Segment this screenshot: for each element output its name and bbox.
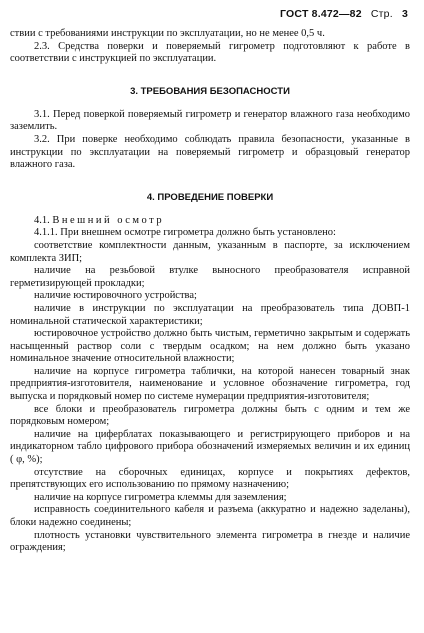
- list-item: наличие на корпусе гигрометра таблички, на которой нанесен товарный знак предприятия-изготовителя, наименование и условное обозначение гигрометра, год выпуска и порядковый номер по системе нумерации предприятия-изготовителя;: [10, 365, 410, 403]
- page-label: Стр.: [370, 8, 393, 20]
- list-item: исправность соединительного кабеля и разъема (аккуратно и надежно заделаны), блоки надежно соединены;: [10, 504, 410, 528]
- list-item: наличие на резьбовой втулке выносного преобразователя исправной герметизирующей прокладки;: [10, 265, 410, 289]
- list-item: юстировочное устройство должно быть чистым, герметично закрытым и содержать насыщенный раствор соли с твердым осадком; на нем должно быть указано номинальное значение относительной влажности;: [10, 328, 410, 365]
- paragraph-3-1: 3.1. Перед поверкой поверяемый гигрометр и генератор влажного газа необходимо заземлить.: [10, 108, 410, 133]
- list-item: наличие юстировочного устройства;: [34, 290, 197, 302]
- paragraph-4-1-1: 4.1.1. При внешнем осмотре гигрометра должно быть установлено:: [34, 227, 336, 239]
- list-item: отсутствие на сборочных единицах, корпусе и покрытиях дефектов, препятствующих его использованию по прямому назначению;: [10, 466, 410, 491]
- paragraph-continuation: ствии с требованиями инструкции по эксплуатации, но не менее 0,5 ч.: [10, 28, 325, 39]
- list-item: наличие в инструкции по эксплуатации на преобразователь типа ДОВП-1 номинальной статической характеристики;: [10, 302, 410, 327]
- list-item: все блоки и преобразователь гигрометра должны быть с одним и тем же порядковым номером;: [10, 403, 410, 428]
- page-number: 3: [401, 8, 408, 20]
- paragraph-3-2: 3.2. При поверке необходимо соблюдать правила безопасности, указанные в инструкции по эксплуатации на поверяемый гигрометр и образцовый генератор влажного газа.: [10, 133, 410, 171]
- standard-number: ГОСТ 8.472—82: [280, 8, 362, 20]
- subsection-4-1-title: Внешний осмотр: [52, 214, 165, 226]
- subsection-4-1-number: 4.1.: [34, 214, 50, 226]
- document-body: [10, 28, 410, 555]
- list-item: плотность установки чувствительного элемента гигрометра в гнезде и наличие ограждения;: [10, 529, 410, 554]
- section-3-title: 3. ТРЕБОВАНИЯ БЕЗОПАСНОСТИ: [130, 85, 290, 97]
- list-item: соответствие комплектности данным, указанным в паспорте, за исключением комплекта ЗИП;: [10, 239, 410, 264]
- page-header: [280, 8, 408, 20]
- section-4-title: 4. ПРОВЕДЕНИЕ ПОВЕРКИ: [146, 191, 274, 203]
- subsection-4-1-heading: [10, 215, 410, 228]
- list-item: наличие на корпусе гигрометра клеммы для заземления;: [34, 491, 287, 503]
- paragraph-2-3: 2.3. Средства поверки и поверяемый гигрометр подготовляют к работе в соответствии с инструкцией по эксплуатации.: [10, 40, 410, 65]
- list-item: наличие на циферблатах показывающего и регистрирующего приборов и на индикаторном табло цифрового прибора обозначений измеряемых величин и их единиц ( φ, %);: [10, 428, 410, 466]
